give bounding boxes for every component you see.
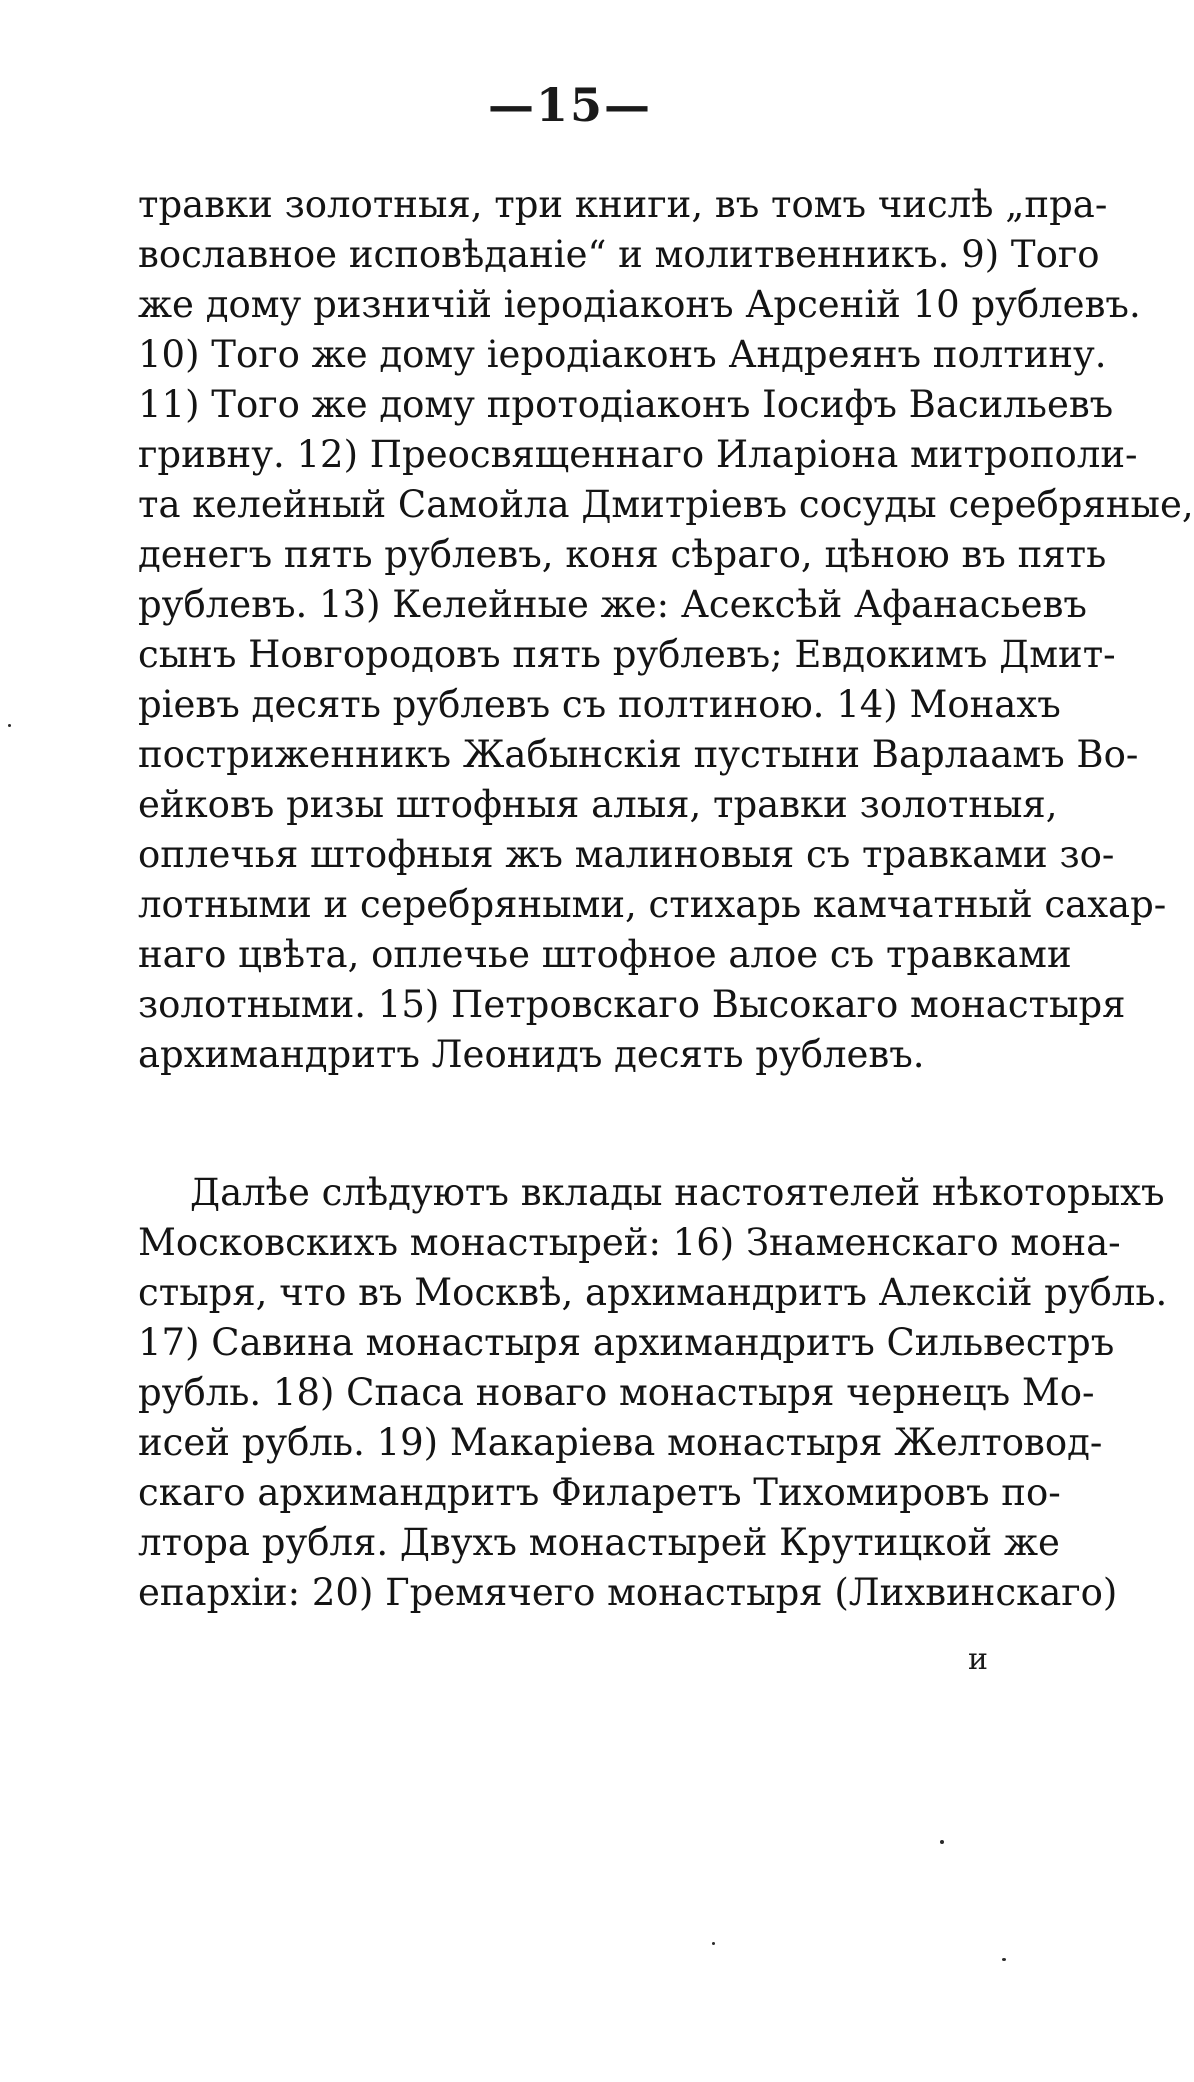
text-line: 11) Того же дому протодіаконъ Іосифъ Васильевъ bbox=[138, 383, 1114, 426]
text-line: рублевъ. 13) Келейные же: Асексѣй Афанасьевъ bbox=[138, 583, 1087, 626]
text-line: Далѣе слѣдуютъ вклады настоятелей нѣкоторыхъ bbox=[190, 1171, 1165, 1214]
paragraph-1 bbox=[138, 180, 1194, 1080]
text-line: денегъ пять рублевъ, коня сѣраго, цѣною въ пять bbox=[138, 533, 1107, 576]
text-line: наго цвѣта, оплечье штофное алое съ травками bbox=[138, 933, 1072, 976]
text-line: гривну. 12) Преосвященнаго Иларіона митрополи- bbox=[138, 433, 1138, 476]
print-speck bbox=[712, 1942, 715, 1945]
print-speck bbox=[8, 724, 11, 727]
text-line: ейковъ ризы штофныя алыя, травки золотныя, bbox=[138, 783, 1058, 826]
text-line: травки золотныя, три книги, въ томъ числѣ „пра- bbox=[138, 183, 1108, 226]
text-line: оплечья штофныя жъ малиновыя съ травками зо- bbox=[138, 833, 1115, 876]
text-line: 17) Савина монастыря архимандритъ Сильвестръ bbox=[138, 1321, 1115, 1364]
catchword: и bbox=[968, 1642, 988, 1677]
text-line: исей рубль. 19) Макаріева монастыря Желтовод- bbox=[138, 1421, 1103, 1464]
text-line: та келейный Самойла Дмитріевъ сосуды серебряные, bbox=[138, 483, 1194, 526]
page-number: —15— bbox=[487, 78, 652, 132]
text-line: 10) Того же дому іеродіаконъ Андреянъ полтину. bbox=[138, 333, 1107, 376]
text-line: епархіи: 20) Гремячего монастыря (Лихвинскаго) bbox=[138, 1571, 1118, 1614]
text-line: же дому ризничій іеродіаконъ Арсеній 10 рублевъ. bbox=[138, 283, 1141, 326]
text-line: лотными и серебряными, стихарь камчатный сахар- bbox=[138, 883, 1167, 926]
text-line: лтора рубля. Двухъ монастырей Крутицкой же bbox=[138, 1521, 1060, 1564]
text-line: Московскихъ монастырей: 16) Знаменскаго мона- bbox=[138, 1221, 1121, 1264]
print-speck bbox=[1002, 1958, 1006, 1961]
text-line: архимандритъ Леонидъ десять рублевъ. bbox=[138, 1033, 925, 1076]
paragraph-2 bbox=[138, 1168, 1168, 1618]
text-line: скаго архимандритъ Филаретъ Тихомировъ по- bbox=[138, 1471, 1061, 1514]
text-line: ріевъ десять рублевъ съ полтиною. 14) Монахъ bbox=[138, 683, 1061, 726]
text-line: постриженникъ Жабынскія пустыни Варлаамъ Во- bbox=[138, 733, 1139, 776]
text-line: рубль. 18) Спаса новаго монастыря чернецъ Мо- bbox=[138, 1371, 1095, 1414]
print-speck bbox=[940, 1840, 944, 1844]
text-line: золотными. 15) Петровскаго Высокаго монастыря bbox=[138, 983, 1126, 1026]
text-line: вославное исповѣданіе“ и молитвенникъ. 9) Того bbox=[138, 233, 1100, 276]
text-line: стыря, что въ Москвѣ, архимандритъ Алексій рубль. bbox=[138, 1271, 1168, 1314]
text-line: сынъ Новгородовъ пять рублевъ; Евдокимъ Дмит- bbox=[138, 633, 1116, 676]
